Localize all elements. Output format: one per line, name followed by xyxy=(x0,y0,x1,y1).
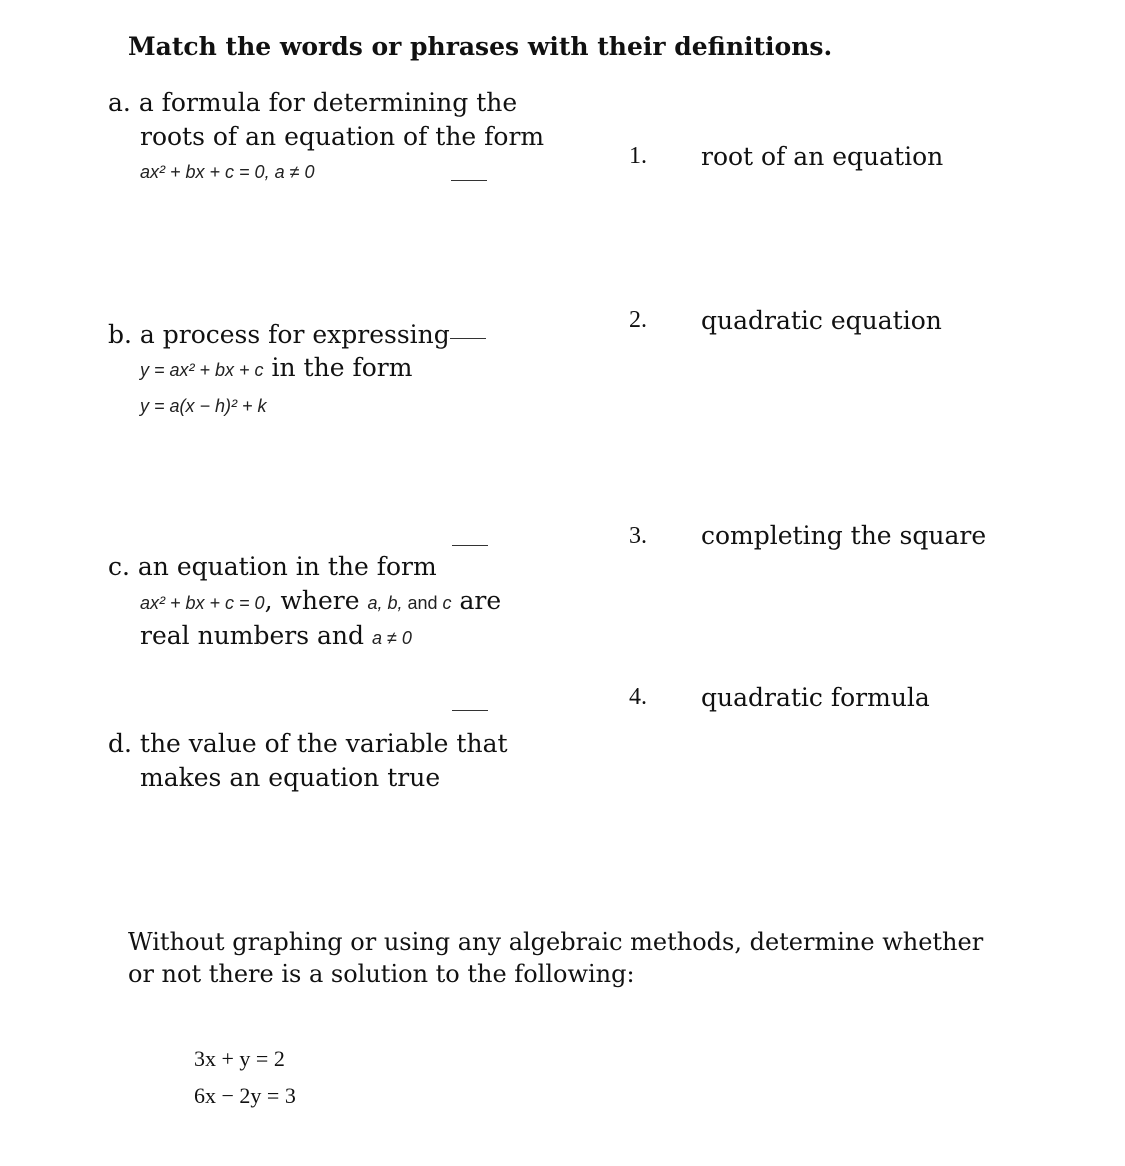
definition-c-line-3 xyxy=(140,621,412,650)
term-3-number: 3. xyxy=(629,523,647,549)
definition-c-line-1 xyxy=(108,552,437,581)
definition-b-line-1 xyxy=(108,320,450,349)
worksheet-heading: Match the words or phrases with their definitions. xyxy=(128,32,833,61)
definition-d-text-2: makes an equation true xyxy=(140,763,441,792)
definition-c-and: and xyxy=(402,593,443,613)
answer-blank-d[interactable] xyxy=(452,710,488,711)
definition-b-letter: b. xyxy=(108,320,132,349)
definition-d-letter: d. xyxy=(108,729,132,758)
term-1-number: 1. xyxy=(629,143,647,169)
term-2-number: 2. xyxy=(629,307,647,333)
definition-b-line-2 xyxy=(140,353,412,382)
question-line-2: or not there is a solution to the following: xyxy=(128,960,635,988)
definition-a-line-1 xyxy=(108,88,517,117)
definition-a-letter: a. xyxy=(108,88,131,117)
definition-c-var-c: c xyxy=(442,593,452,613)
definition-a-equation: ax² + bx + c = 0, a ≠ 0 xyxy=(140,162,315,182)
definition-c-text-1: an equation in the form xyxy=(137,552,437,581)
definition-b-text-1: a process for expressing xyxy=(139,320,450,349)
definition-b-equation-2: y = a(x − h)² + k xyxy=(140,396,267,416)
definition-a-text-1: a formula for determining the xyxy=(138,88,518,117)
definition-c-condition: a ≠ 0 xyxy=(371,628,412,648)
term-4-label: quadratic formula xyxy=(701,683,930,712)
term-3-label: completing the square xyxy=(701,521,987,550)
answer-blank-a[interactable] xyxy=(451,180,487,181)
question-line-1: Without graphing or using any algebraic methods, determine whether xyxy=(128,928,984,956)
definition-b-text-2: in the form xyxy=(263,353,413,382)
term-4-number: 4. xyxy=(629,684,647,710)
definition-b-equation-1: y = ax² + bx + c xyxy=(140,360,264,380)
definition-c-letter: c. xyxy=(108,552,130,581)
term-2-label: quadratic equation xyxy=(701,306,942,335)
system-equation-1: 3x + y = 2 xyxy=(194,1046,285,1071)
system-equation-2: 6x − 2y = 3 xyxy=(194,1083,296,1108)
definition-c-text-4: real numbers and xyxy=(140,621,372,650)
definition-a-text-2: roots of an equation of the form xyxy=(140,122,545,151)
definition-c-text-2: , where xyxy=(264,586,368,615)
definition-d-text-1: the value of the variable that xyxy=(139,729,508,758)
definition-d-line-1 xyxy=(108,729,508,758)
definition-c-line-2 xyxy=(140,586,501,615)
answer-blank-b[interactable] xyxy=(450,338,486,339)
answer-blank-c[interactable] xyxy=(452,545,488,546)
definition-c-var-ab: a, b, xyxy=(367,593,403,613)
definition-c-text-3: are xyxy=(451,586,502,615)
term-1-label: root of an equation xyxy=(701,142,944,171)
definition-c-equation: ax² + bx + c = 0 xyxy=(140,593,265,613)
